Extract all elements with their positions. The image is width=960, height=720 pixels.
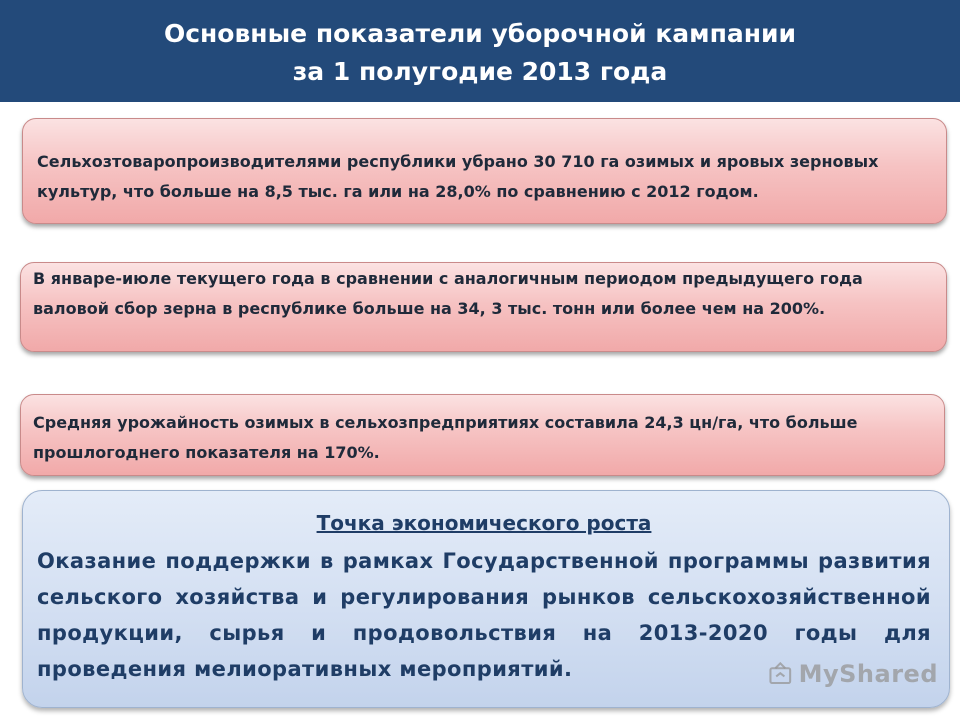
- watermark-text: MyShared: [798, 660, 938, 688]
- harvest-area-text: Сельхозтоваропроизводителями республики убрано 30 710 га озимых и яровых зерновых культур, что больше на 8,5 тыс. га или на 28,0% по сравнению с 2012 годом.: [37, 152, 879, 201]
- watermark: [768, 654, 938, 694]
- productivity-box: [20, 394, 945, 476]
- grain-yield-box: [20, 262, 947, 352]
- grain-yield-text: В январе-июле текущего года в сравнении с аналогичным периодом предыдущего года валовой сбор зерна в республике больше на 34, 3 тыс. тонн или более чем на 200%.: [33, 269, 863, 318]
- productivity-text: Средняя урожайность озимых в сельхозпредприятиях составила 24,3 цн/га, что больше прошлогоднего показателя на 170%.: [33, 413, 858, 462]
- growth-point-title: Точка экономического роста: [316, 511, 652, 535]
- myshared-logo-icon: [768, 658, 793, 690]
- harvest-area-box: [22, 118, 947, 224]
- growth-point-text: Оказание поддержки в рамках Государственной программы развития сельского хозяйства и регулирования рынков сельскохозяйственной продукции, сырья и продовольствия на 2013-2020 годы для проведения мелиоративных мероприятий.: [37, 549, 931, 681]
- slide-title-line1: Основные показатели уборочной кампании: [163, 19, 797, 48]
- slide-header: [0, 0, 960, 102]
- slide-title-line2: за 1 полугодие 2013 года: [292, 57, 668, 86]
